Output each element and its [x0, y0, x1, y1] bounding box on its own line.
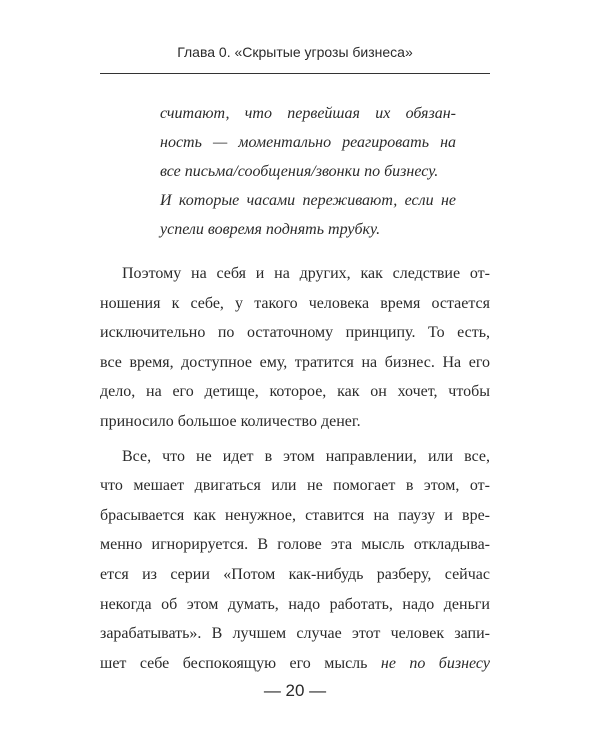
- quote-line: успели вовремя поднять трубку.: [160, 221, 381, 238]
- paragraph-1-line: дело, на его детище, которое, как он хочет, чтобы: [100, 383, 490, 401]
- paragraph-2-line: что мешает двигаться или не помогает в этом, от-: [100, 477, 490, 495]
- quote-line: считают, что первейшая их обязан-: [160, 105, 456, 122]
- paragraph-1-line: исключительно по остаточному принципу. То есть,: [100, 324, 490, 342]
- body-text: [100, 259, 490, 678]
- paragraph-1-line: Поэтому на себя и на других, как следствие от-: [122, 265, 490, 282]
- last-line-regular-text: шет себе беспокоящую его мысль: [100, 654, 368, 672]
- quote-line: все письма/сообщения/звонки по бизнесу.: [160, 163, 439, 180]
- italic-quote-block: [160, 99, 456, 244]
- paragraph-2-line: менно игнорируется. В голове эта мысль откладыва-: [100, 536, 490, 554]
- paragraph-2-last-line: [100, 649, 490, 679]
- quote-line: ность — моментально реагировать на: [160, 134, 456, 151]
- quote-line: И которые часами переживают, если не: [160, 192, 456, 209]
- paragraph-2-line: брасывается как ненужное, ставится на паузу и вре-: [100, 506, 490, 524]
- paragraph-2-line: зарабатывать». В лучшем случае этот человек запи-: [100, 625, 490, 643]
- paragraph-1-line: ношения к себе, у такого человека время остается: [100, 294, 490, 312]
- paragraph-2-line: ется из серии «Потом как-нибудь разберу, сейчас: [100, 565, 490, 583]
- header-rule: [100, 73, 490, 74]
- last-line-italic-text: не по бизнесу: [380, 654, 491, 672]
- paragraph-1-line: все время, доступное ему, тратится на бизнес. На его: [100, 353, 490, 371]
- paragraph-2-line: некогда об этом думать, надо работать, надо деньги: [100, 595, 490, 613]
- running-head: Глава 0. «Скрытые угрозы бизнеса»: [177, 44, 413, 60]
- paragraph-1-line: приносило большое количество денег.: [100, 412, 361, 430]
- page-number: — 20 —: [263, 681, 327, 700]
- paragraph-2-line: Все, что не идет в этом направлении, или все,: [122, 447, 490, 465]
